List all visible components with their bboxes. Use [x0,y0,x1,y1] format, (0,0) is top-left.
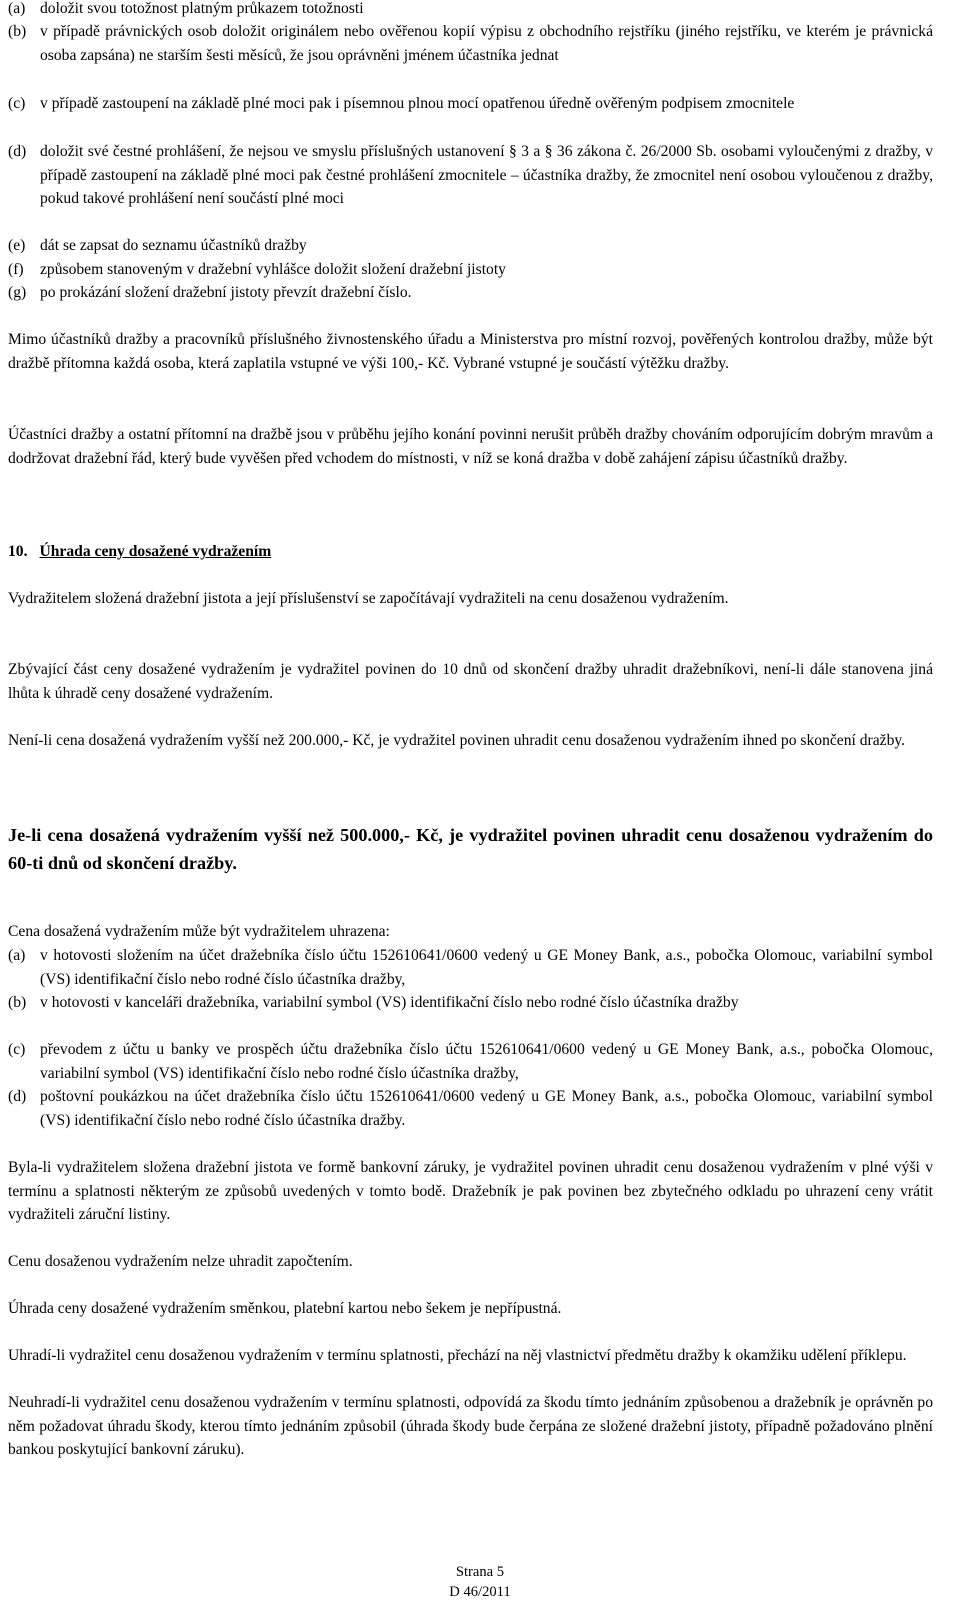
list-item [8,991,933,1015]
list-text: po prokázání složení dražební jistoty převzít dražební číslo. [40,284,412,301]
footer-reference: D 46/2011 [449,1584,511,1600]
list-item [8,1085,933,1132]
list-text: v případě právnických osob doložit originálem nebo ověřenou kopií výpisu z obchodního rejstříku (jiného rejstříku, ve kterém je právnická osoba zapsána) ne starším šesti měsíců, že jsou oprávněni jménem účastníka jednat [40,23,933,64]
list-text: dát se zapsat do seznamu účastníků dražby [40,237,307,254]
list-item [8,92,933,116]
list-text: v případě zastoupení na základě plné moci pak i písemnou plnou mocí opatřenou úředně ověřeným podpisem zmocnitele [40,95,795,112]
list-label: (d) [8,143,27,160]
list-label: (e) [8,237,26,254]
list-item [8,944,933,991]
list-item [8,281,933,305]
paragraph-no-setoff: Cenu dosaženou vydražením nelze uhradit započtením. [8,1253,353,1270]
paragraph-remaining-payment: Zbývající část ceny dosažené vydražením je vydražitel povinen do 10 dnů od skončení dražby uhradit dražebníkovi, není-li dále stanovena jiná lhůta k úhradě ceny dosažené vydražením. [8,661,933,702]
paragraph-low-price: Není-li cena dosažená vydražením vyšší než 200.000,- Kč, je vydražitel povinen uhradit cenu dosaženou vydražením ihned po skončení dražby. [8,732,906,749]
list-item [8,234,933,258]
list-text: v hotovosti v kanceláři dražebníka, variabilní symbol (VS) identifikační číslo nebo rodné číslo účastníka dražby [40,994,739,1011]
list-label: (a) [8,947,26,964]
list-label: (c) [8,1041,26,1058]
list-item [8,20,933,67]
list-label: (d) [8,1088,27,1105]
list-text: doložit své čestné prohlášení, že nejsou ve smyslu příslušných ustanovení § 3 a § 36 zákona č. 26/2000 Sb. osobami vyloučenými z dražby, v případě zastoupení na základě plné moci pak čestné prohlášení zmocnitele – účastníka dražby, že zmocnitel není osobou vyloučenou z dražby, pokud takové prohlášení není součástí plné moci [40,143,933,208]
list-text: v hotovosti složením na účet dražebníka číslo účtu 152610641/0600 vedený u GE Money Bank, a.s., pobočka Olomouc, variabilní symbol (VS) identifikační číslo nebo rodné číslo účastníka dražby, [40,947,933,988]
list-label: (a) [8,0,26,17]
list-text: převodem z účtu u banky ve prospěch účtu dražebníka číslo účtu 152610641/0600 vedený u GE Money Bank, a.s., pobočka Olomouc, variabilní symbol (VS) identifikační číslo nebo rodné číslo účastníka dražby, [40,1041,933,1082]
paragraph-forbidden-methods: Úhrada ceny dosažené vydražením směnkou, platební kartou nebo šekem je nepřípustná. [8,1300,562,1317]
paragraph-attendance: Mimo účastníků dražby a pracovníků příslušného živnostenského úřadu a Ministerstva pro místní rozvoj, pověřených kontrolou dražby, může být dražbě přítomna každá osoba, která zaplatila vstupné ve výši 100,- Kč. Vybrané vstupné je součástí výtěžku dražby. [8,331,933,372]
list-label: (f) [8,261,24,278]
list-label: (c) [8,95,26,112]
list-item [8,0,933,21]
paragraph-high-price-bold: Je-li cena dosažená vydražením vyšší než 500.000,- Kč, je vydražitel povinen uhradit cenu dosaženou vydražením do 60-ti dnů od skončení dražby. [8,825,933,873]
paragraph-non-payment: Neuhradí-li vydražitel cenu dosaženou vydražením v termínu splatnosti, odpovídá za škodu tímto jednáním způsobenou a dražebník je oprávněn po něm požadovat úhradu škody, kterou tímto jednáním způsobil (úhrada škody bude čerpána ze složené dražební jistoty, případně požadováno plnění bankou poskytující bankovní záruku). [8,1394,933,1459]
list-text: doložit svou totožnost platným průkazem totožnosti [40,0,364,17]
footer-page-number: Strana 5 [455,1564,505,1580]
list-label: (b) [8,994,27,1011]
list-label: (b) [8,23,27,40]
list-item [8,140,933,211]
list-label: (g) [8,284,27,301]
paragraph-deposit-credit: Vydražitelem složená dražební jistota a její příslušenství se započítávají vydražiteli na cenu dosaženou vydražením. [8,590,729,607]
section-title: Úhrada ceny dosažené vydražením [39,543,272,560]
paragraph-bank-guarantee: Byla-li vydražitelem složena dražební jistota ve formě bankovní záruky, je vydražitel povinen uhradit cenu dosaženou vydražením v plné výši v termínu a splatnosti některým ze způsobů uvedených v tomto bodě. Dražebník je pak povinen bez zbytečného odkladu po uhrazení ceny vrátit vydražiteli záruční listiny. [8,1159,933,1224]
list-item [8,1038,933,1085]
paragraph-conduct: Účastníci dražby a ostatní přítomní na dražbě jsou v průběhu jejího konání povinni nerušit průběh dražby chováním odporujícím dobrým mravům a dodržovat dražební řád, který bude vyvěšen před vchodem do místnosti, v níž se koná dražba v době zahájení zápisu účastníků dražby. [8,426,933,467]
paragraph-payment-intro: Cena dosažená vydražením může být vydražitelem uhrazena: [8,923,390,940]
section-heading [8,540,271,564]
list-text: způsobem stanoveným v dražební vyhlášce doložit složení dražební jistoty [40,261,506,278]
section-number: 10. [8,543,28,560]
list-text: poštovní poukázkou na účet dražebníka číslo účtu 152610641/0600 vedený u GE Money Bank, a.s., pobočka Olomouc, variabilní symbol (VS) identifikační číslo nebo rodné číslo účastníka dražby. [40,1088,933,1129]
list-item [8,258,933,282]
paragraph-ownership-transfer: Uhradí-li vydražitel cenu dosaženou vydražením v termínu splatnosti, přechází na něj vlastnictví předmětu dražby k okamžiku udělení příklepu. [8,1347,907,1364]
